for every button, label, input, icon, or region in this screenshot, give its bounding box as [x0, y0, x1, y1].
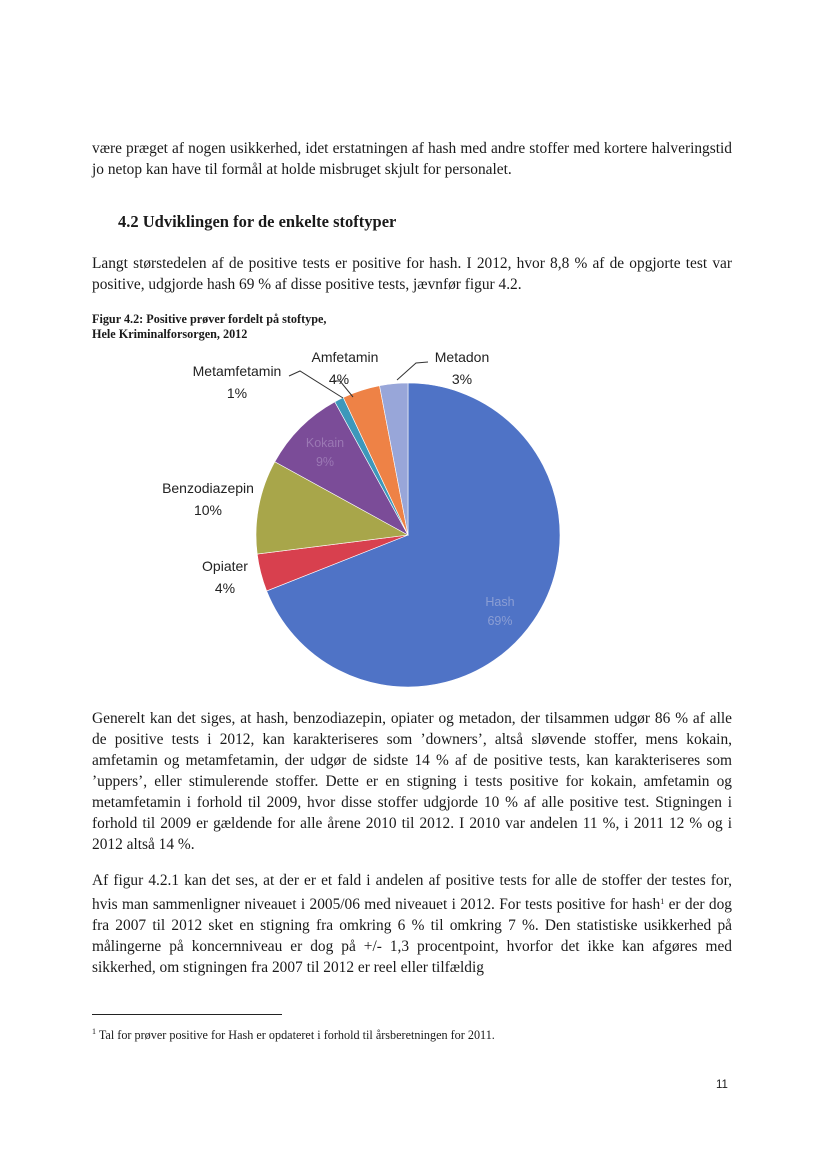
figure-caption-line2: Hele Kriminalforsorgen, 2012	[92, 327, 248, 341]
pie-label-value-amfetamin: 4%	[328, 371, 350, 387]
pie-label-name-amfetamin: Amfetamin	[311, 349, 379, 365]
footnote-mark: 1	[92, 1027, 96, 1036]
paragraph-figure-421	[92, 870, 732, 978]
footnote-reference: 1	[660, 897, 665, 906]
footnote	[92, 1024, 495, 1043]
paragraph-figure-421-part1: Af figur 4.2.1 kan det ses, at der er et fald i andelen af positive tests for alle de stoffer der testes for, hvis man sammenligner niveauet i 2005/06 med niveauet i 2012. For tests positive for hash	[92, 872, 732, 913]
figure-caption-line1: Figur 4.2: Positive prøver fordelt på stoftype,	[92, 312, 327, 326]
pie-leader-line-metadon	[397, 362, 428, 380]
section-heading: 4.2 Udviklingen for de enkelte stoftyper	[118, 212, 397, 231]
pie-slices	[256, 383, 560, 687]
pie-label-name-hash: Hash	[485, 595, 515, 609]
pie-label-name-opiater: Opiater	[202, 558, 248, 574]
paragraph-uppers-downers: Generelt kan det siges, at hash, benzodiazepin, opiater og metadon, der tilsammen udgør 86 % af alle de positive tests i 2012, kan karakteriseres som ’downers’, altså sløvende stoffer, mens kokain, amfetamin og metamfetamin, der udgør de sidste 14 % af de positive tests, kan karakteriseres som ’uppers’, eller stimulerende stoffer. Dette er en stigning i tests positive for kokain, amfetamin og metamfetamin i forhold til 2009, hvor disse stoffer udgjorde 10 % af alle positive test. Stigningen i forhold til 2009 er gældende for alle årene 2010 til 2012. I 2010 var andelen 11 %, i 2011 12 % og i 2012 altså 14 %.	[92, 710, 732, 853]
footnote-text: Tal for prøver positive for Hash er opdateret i forhold til årsberetningen for 2011.	[96, 1028, 495, 1042]
pie-label-value-hash: 69%	[487, 614, 513, 628]
footnote-divider	[92, 1014, 282, 1015]
pie-label-name-metamfetamin: Metamfetamin	[192, 363, 282, 379]
pie-label-name-kokain: Kokain	[305, 436, 345, 450]
pie-label-value-opiater: 4%	[214, 580, 236, 596]
section-paragraph: Langt størstedelen af de positive tests er positive for hash. I 2012, hvor 8,8 % af de opgjorte test var positive, udgjorde hash 69 % af disse positive tests, jævnfør figur 4.2.	[92, 255, 732, 293]
pie-label-name-benzodiazepin: Benzodiazepin	[162, 480, 254, 496]
pie-label-value-kokain: 9%	[315, 455, 335, 469]
pie-label-name-metadon: Metadon	[434, 349, 490, 365]
intro-paragraph: være præget af nogen usikkerhed, idet erstatningen af hash med andre stoffer med kortere halveringstid jo netop kan have til formål at holde misbruget skjult for personalet.	[92, 140, 732, 178]
paragraph-figure-421-part2: er der dog fra 2007 til 2012 sket en stigning fra omkring 6 % til omkring 7 %. Den statistiske usikkerhed på målingerne på koncernniveau er dog på +/- 1,3 procentpoint, hvorfor det ikke kan afgøres med sikkerhed, om stigningen fra 2007 til 2012 er reel eller tilfældig	[92, 896, 732, 976]
pie-label-value-metadon: 3%	[451, 371, 473, 387]
pie-label-value-metamfetamin: 1%	[226, 385, 248, 401]
pie-label-value-benzodiazepin: 10%	[193, 502, 223, 518]
page-number: 11	[716, 1079, 728, 1091]
